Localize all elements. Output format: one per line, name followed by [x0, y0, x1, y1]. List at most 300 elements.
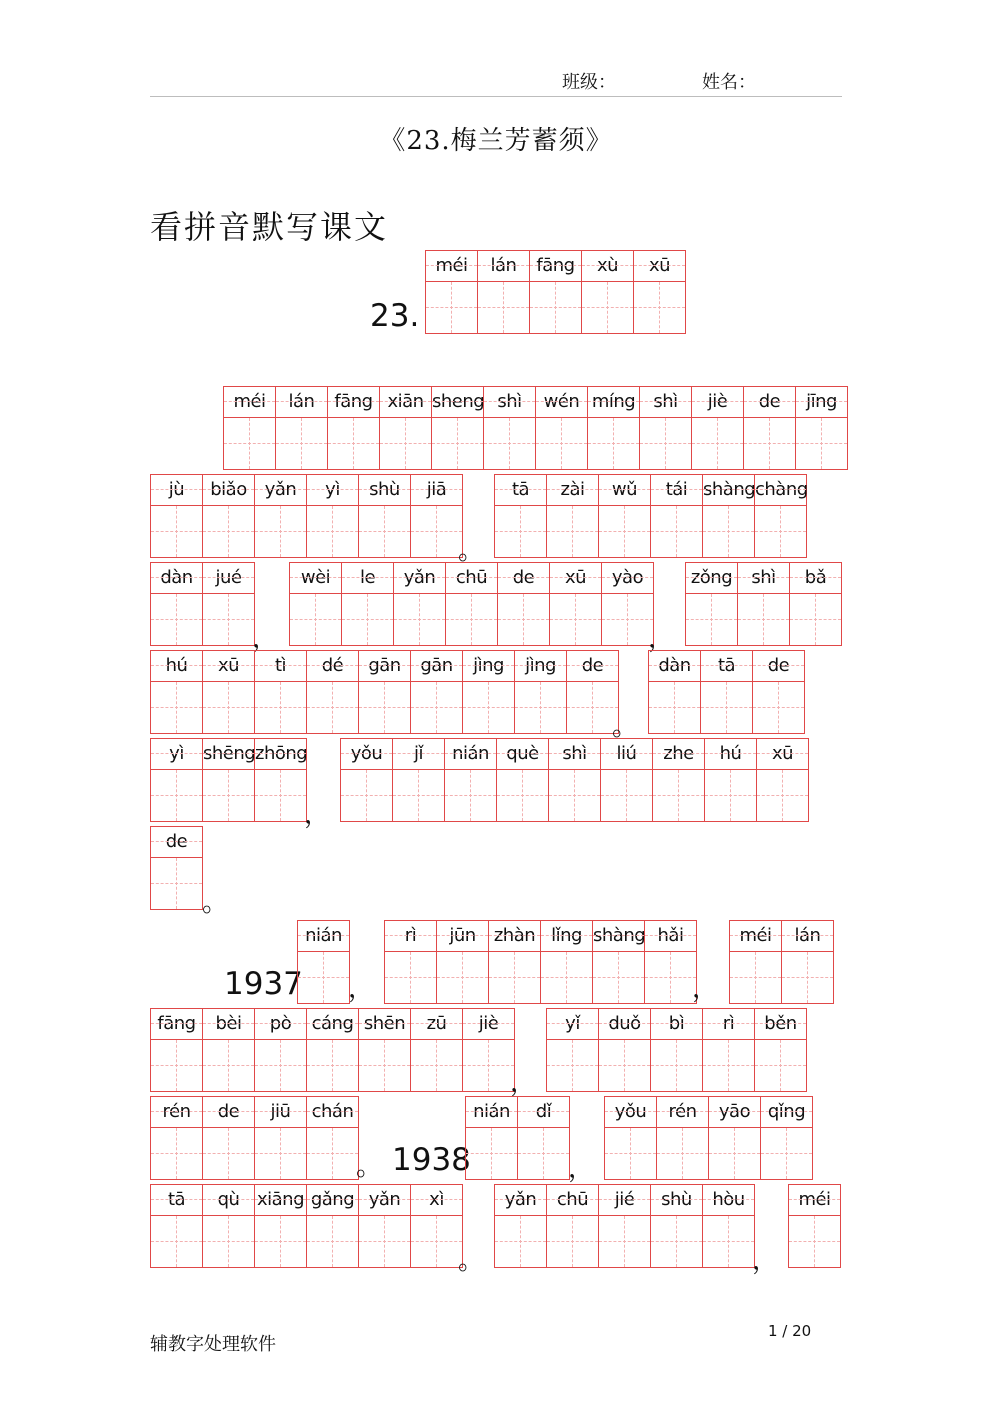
pinyin-label: méi [730, 921, 781, 952]
pinyin-label: jiā [411, 475, 462, 506]
writing-box [255, 1040, 306, 1091]
writing-box [495, 506, 546, 557]
writing-grid [604, 1096, 813, 1180]
pinyin-label: zhàn [489, 921, 540, 952]
pinyin-label: liú [601, 739, 652, 770]
pinyin-label: rì [703, 1009, 754, 1040]
writing-grid [150, 1008, 515, 1092]
character-cell [518, 1097, 570, 1180]
writing-box [255, 506, 306, 557]
character-cell [550, 563, 602, 646]
character-cell [380, 387, 432, 470]
pinyin-label: shēng [203, 739, 254, 770]
character-cell [203, 1185, 255, 1268]
pinyin-label: zǒng [686, 563, 737, 594]
punctuation-mark: 。 [458, 1246, 485, 1276]
character-cell [753, 651, 805, 734]
writing-box [790, 594, 841, 645]
pinyin-label: rén [151, 1097, 202, 1128]
character-cell [307, 1097, 359, 1180]
writing-box [203, 770, 254, 821]
writing-box [582, 282, 633, 333]
writing-box [307, 506, 358, 557]
writing-box [411, 1216, 462, 1267]
writing-box [255, 1216, 306, 1267]
character-cell [755, 1009, 807, 1092]
pinyin-label: de [203, 1097, 254, 1128]
character-cell [203, 475, 255, 558]
character-cell [761, 1097, 813, 1180]
character-cell [224, 387, 276, 470]
writing-box [478, 282, 529, 333]
character-cell [466, 1097, 518, 1180]
pinyin-label: shēn [359, 1009, 410, 1040]
pinyin-label: shàng [703, 475, 754, 506]
writing-box [298, 952, 349, 1003]
character-cell [359, 1185, 411, 1268]
writing-box [757, 770, 808, 821]
writing-box [593, 952, 644, 1003]
character-cell [703, 1185, 755, 1268]
pinyin-label: gān [411, 651, 462, 682]
writing-box [276, 418, 327, 469]
pinyin-label: jìng [463, 651, 514, 682]
writing-box [651, 1040, 702, 1091]
pinyin-label: shù [651, 1185, 702, 1216]
writing-box [203, 506, 254, 557]
writing-box [649, 682, 700, 733]
page-title: 《23.梅兰芳蓄须》 [379, 126, 613, 156]
writing-grid [150, 1184, 463, 1268]
pinyin-label: de [753, 651, 804, 682]
punctuation-mark: ， [692, 974, 719, 1004]
character-cell [307, 651, 359, 734]
pinyin-label: zài [547, 475, 598, 506]
pinyin-label: yì [151, 739, 202, 770]
writing-box [446, 594, 497, 645]
character-cell [601, 739, 653, 822]
pinyin-label: yǐ [547, 1009, 598, 1040]
writing-box [530, 282, 581, 333]
character-cell [796, 387, 848, 470]
writing-box [224, 418, 275, 469]
character-cell [755, 475, 807, 558]
pinyin-label: tái [651, 475, 702, 506]
pinyin-label: chán [307, 1097, 358, 1128]
pinyin-label: jié [599, 1185, 650, 1216]
character-cell [536, 387, 588, 470]
writing-box [359, 506, 410, 557]
punctuation-mark: ， [510, 1068, 537, 1098]
character-cell [547, 1185, 599, 1268]
writing-box [651, 506, 702, 557]
character-cell [489, 921, 541, 1004]
character-cell [203, 651, 255, 734]
character-cell [359, 1009, 411, 1092]
pinyin-label: wèi [290, 563, 341, 594]
pinyin-label: xū [550, 563, 601, 594]
writing-box [549, 770, 600, 821]
pinyin-label: shì [549, 739, 600, 770]
pinyin-label: jiū [255, 1097, 306, 1128]
character-cell [203, 1009, 255, 1092]
writing-box [385, 952, 436, 1003]
pinyin-label: bǎ [790, 563, 841, 594]
pinyin-label: zhe [653, 739, 704, 770]
writing-box [342, 594, 393, 645]
pinyin-label: de [567, 651, 618, 682]
pinyin-label: de [498, 563, 549, 594]
writing-grid [150, 1096, 359, 1180]
character-cell [709, 1097, 761, 1180]
year-1937: 1937 [224, 966, 303, 1002]
character-cell [151, 739, 203, 822]
writing-box [703, 506, 754, 557]
writing-box [359, 1040, 410, 1091]
character-cell [634, 251, 686, 334]
pinyin-label: de [744, 387, 795, 418]
character-cell [151, 1009, 203, 1092]
pinyin-label: bì [651, 1009, 702, 1040]
writing-box [203, 682, 254, 733]
punctuation-mark: ， [568, 1154, 595, 1184]
writing-box [692, 418, 743, 469]
character-cell [651, 475, 703, 558]
writing-box [151, 594, 202, 645]
header-divider [150, 96, 842, 97]
pinyin-label: nián [445, 739, 496, 770]
character-cell [653, 739, 705, 822]
name-label: 姓名： [702, 72, 756, 93]
class-label: 班级： [562, 72, 616, 93]
writing-box [796, 418, 847, 469]
writing-box [151, 506, 202, 557]
pinyin-label: le [342, 563, 393, 594]
pinyin-label: xiān [380, 387, 431, 418]
character-cell [255, 651, 307, 734]
pinyin-label: xū [634, 251, 685, 282]
writing-box [645, 952, 696, 1003]
writing-box [605, 1128, 656, 1179]
pinyin-label: yǎn [359, 1185, 410, 1216]
character-cell [497, 739, 549, 822]
writing-box [541, 952, 592, 1003]
pinyin-label: gān [359, 651, 410, 682]
writing-box [445, 770, 496, 821]
writing-box [567, 682, 618, 733]
writing-box [709, 1128, 760, 1179]
writing-box [588, 418, 639, 469]
pinyin-label: lán [478, 251, 529, 282]
character-cell [605, 1097, 657, 1180]
writing-box [203, 1128, 254, 1179]
character-cell [744, 387, 796, 470]
section-title: 看拼音默写课文 [150, 208, 389, 246]
character-cell [530, 251, 582, 334]
pinyin-label: xū [203, 651, 254, 682]
pinyin-label: fāng [151, 1009, 202, 1040]
pinyin-label: dàn [151, 563, 202, 594]
writing-box [432, 418, 483, 469]
character-cell [651, 1185, 703, 1268]
pinyin-label: fāng [328, 387, 379, 418]
character-cell [307, 475, 359, 558]
character-cell [495, 1185, 547, 1268]
pinyin-label: yāo [709, 1097, 760, 1128]
writing-box [744, 418, 795, 469]
writing-box [255, 682, 306, 733]
character-cell [515, 651, 567, 734]
pinyin-label: rén [657, 1097, 708, 1128]
character-cell [549, 739, 601, 822]
writing-box [686, 594, 737, 645]
pinyin-label: hǎi [645, 921, 696, 952]
writing-box [657, 1128, 708, 1179]
pinyin-label: cáng [307, 1009, 358, 1040]
writing-grid [150, 650, 619, 734]
writing-grid [150, 474, 463, 558]
character-cell [701, 651, 753, 734]
pinyin-label: shù [359, 475, 410, 506]
pinyin-label: jù [151, 475, 202, 506]
punctuation-mark: ， [752, 1246, 779, 1276]
page-number: 1 / 20 [768, 1322, 812, 1340]
pinyin-label: shàng [593, 921, 644, 952]
pinyin-label: pò [255, 1009, 306, 1040]
pinyin-label: bèi [203, 1009, 254, 1040]
writing-box [518, 1128, 569, 1179]
character-cell [437, 921, 489, 1004]
lesson-number: 23. [370, 298, 420, 334]
character-cell [411, 475, 463, 558]
writing-box [782, 952, 833, 1003]
writing-box [151, 1128, 202, 1179]
character-cell [307, 1009, 359, 1092]
character-cell [151, 475, 203, 558]
writing-box [359, 682, 410, 733]
writing-box [634, 282, 685, 333]
writing-box [738, 594, 789, 645]
character-cell [276, 387, 328, 470]
writing-box [411, 1040, 462, 1091]
pinyin-label: méi [224, 387, 275, 418]
writing-box [761, 1128, 812, 1179]
pinyin-label: tā [151, 1185, 202, 1216]
pinyin-label: shì [738, 563, 789, 594]
pinyin-label: méi [426, 251, 477, 282]
writing-box [602, 594, 653, 645]
writing-box [151, 770, 202, 821]
character-cell [446, 563, 498, 646]
pinyin-label: zū [411, 1009, 462, 1040]
writing-box [151, 682, 202, 733]
writing-box [599, 1040, 650, 1091]
pinyin-label: jīng [796, 387, 847, 418]
character-cell [498, 563, 550, 646]
writing-box [498, 594, 549, 645]
character-cell [203, 739, 255, 822]
writing-box [359, 1216, 410, 1267]
pinyin-label: sheng [432, 387, 483, 418]
character-cell [599, 1185, 651, 1268]
writing-box [307, 682, 358, 733]
writing-box [290, 594, 341, 645]
character-cell [411, 1185, 463, 1268]
character-cell [599, 1009, 651, 1092]
character-cell [255, 475, 307, 558]
writing-grid [340, 738, 809, 822]
writing-grid [297, 920, 350, 1004]
character-cell [645, 921, 697, 1004]
character-cell [411, 1009, 463, 1092]
character-cell [255, 1097, 307, 1180]
character-cell [649, 651, 701, 734]
writing-box [755, 1040, 806, 1091]
writing-box [151, 858, 202, 909]
writing-box [437, 952, 488, 1003]
character-cell [359, 475, 411, 558]
writing-grid [150, 826, 203, 910]
character-cell [602, 563, 654, 646]
writing-grid [648, 650, 805, 734]
pinyin-label: qù [203, 1185, 254, 1216]
punctuation-mark: ， [304, 800, 331, 830]
character-cell [593, 921, 645, 1004]
writing-box [601, 770, 652, 821]
character-cell [393, 739, 445, 822]
character-cell [298, 921, 350, 1004]
pinyin-label: shì [640, 387, 691, 418]
character-cell [385, 921, 437, 1004]
pinyin-label: què [497, 739, 548, 770]
character-cell [151, 1185, 203, 1268]
character-cell [692, 387, 744, 470]
character-cell [342, 563, 394, 646]
pinyin-label: nián [466, 1097, 517, 1128]
character-cell [582, 251, 634, 334]
character-cell [411, 651, 463, 734]
writing-box [497, 770, 548, 821]
writing-box [255, 770, 306, 821]
writing-box [394, 594, 445, 645]
pinyin-label: jìng [515, 651, 566, 682]
writing-grid-title [425, 250, 686, 334]
character-cell [255, 739, 307, 822]
character-cell [789, 1185, 841, 1268]
pinyin-label: gǎng [307, 1185, 358, 1216]
writing-box [203, 1040, 254, 1091]
pinyin-label: de [151, 827, 202, 858]
pinyin-label: yì [307, 475, 358, 506]
character-cell [703, 1009, 755, 1092]
character-cell [790, 563, 842, 646]
writing-grid [685, 562, 842, 646]
character-cell [547, 475, 599, 558]
punctuation-mark: ， [348, 974, 375, 1004]
character-cell [328, 387, 380, 470]
footer-text: 辅教字处理软件 [150, 1334, 276, 1355]
character-cell [738, 563, 790, 646]
writing-box [701, 682, 752, 733]
character-cell [463, 1009, 515, 1092]
pinyin-label: tì [255, 651, 306, 682]
writing-grid [494, 474, 807, 558]
pinyin-label: xì [411, 1185, 462, 1216]
character-cell [307, 1185, 359, 1268]
writing-box [380, 418, 431, 469]
writing-box [550, 594, 601, 645]
pinyin-label: dǐ [518, 1097, 569, 1128]
character-cell [705, 739, 757, 822]
writing-grid [729, 920, 834, 1004]
character-cell [203, 1097, 255, 1180]
writing-box [651, 1216, 702, 1267]
writing-box [640, 418, 691, 469]
writing-box [307, 1128, 358, 1179]
character-cell [657, 1097, 709, 1180]
character-cell [432, 387, 484, 470]
character-cell [757, 739, 809, 822]
writing-box [203, 1216, 254, 1267]
pinyin-label: yǎn [394, 563, 445, 594]
punctuation-mark: ， [252, 624, 279, 654]
pinyin-label: jǐ [393, 739, 444, 770]
writing-box [255, 1128, 306, 1179]
pinyin-label: jūn [437, 921, 488, 952]
pinyin-label: hòu [703, 1185, 754, 1216]
writing-box [495, 1216, 546, 1267]
writing-box [411, 506, 462, 557]
pinyin-label: wén [536, 387, 587, 418]
character-cell [703, 475, 755, 558]
writing-box [411, 682, 462, 733]
character-cell [151, 563, 203, 646]
character-cell [341, 739, 393, 822]
pinyin-label: yǎn [255, 475, 306, 506]
writing-box [730, 952, 781, 1003]
character-cell [290, 563, 342, 646]
pinyin-label: yǒu [605, 1097, 656, 1128]
character-cell [484, 387, 536, 470]
writing-box [307, 1216, 358, 1267]
character-cell [394, 563, 446, 646]
writing-box [653, 770, 704, 821]
writing-box [463, 1040, 514, 1091]
writing-box [466, 1128, 517, 1179]
writing-box [328, 418, 379, 469]
punctuation-mark: 。 [612, 712, 639, 742]
punctuation-mark: 。 [458, 536, 485, 566]
pinyin-label: dàn [649, 651, 700, 682]
writing-grid [384, 920, 697, 1004]
pinyin-label: chū [446, 563, 497, 594]
character-cell [151, 1097, 203, 1180]
writing-box [341, 770, 392, 821]
character-cell [541, 921, 593, 1004]
pinyin-label: zhōng [255, 739, 306, 770]
character-cell [255, 1185, 307, 1268]
character-cell [255, 1009, 307, 1092]
writing-box [705, 770, 756, 821]
writing-box [484, 418, 535, 469]
writing-box [703, 1216, 754, 1267]
punctuation-mark: 。 [202, 888, 229, 918]
writing-box [515, 682, 566, 733]
character-cell [640, 387, 692, 470]
pinyin-label: hú [151, 651, 202, 682]
writing-box [547, 506, 598, 557]
year-1938: 1938 [392, 1142, 471, 1178]
